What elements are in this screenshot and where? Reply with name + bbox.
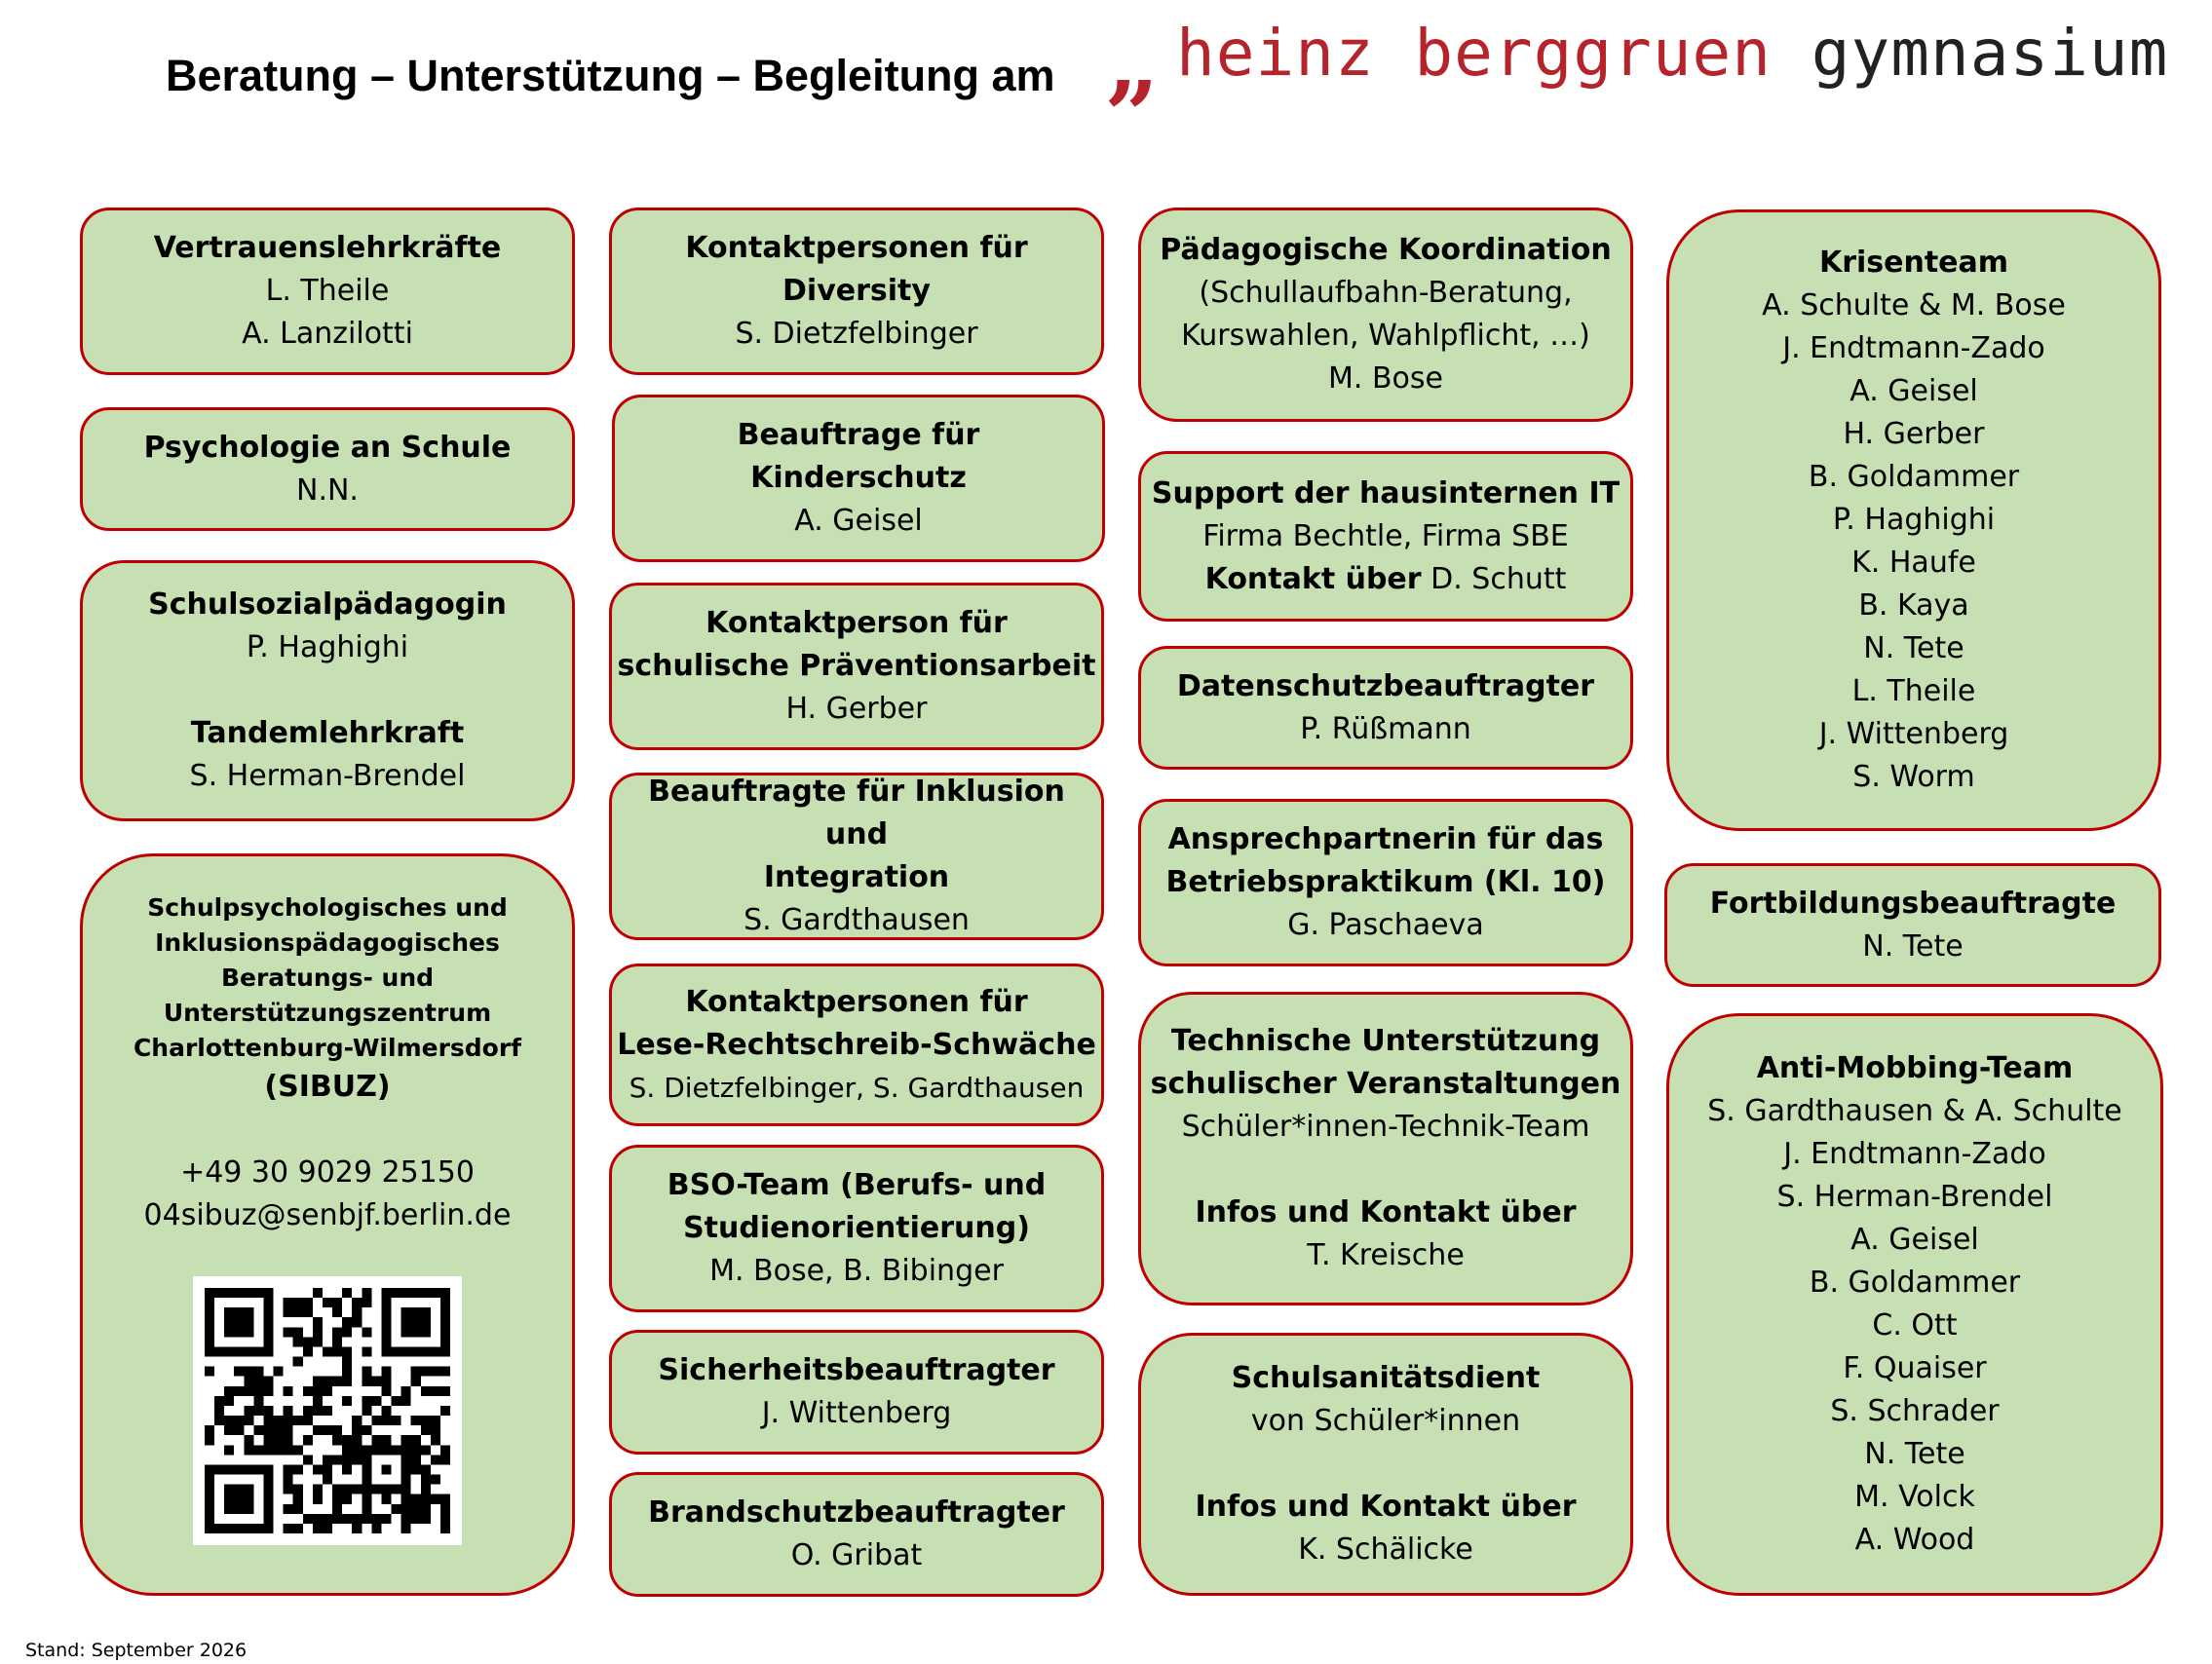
box-fortbildung: Fortbildungsbeauftragte N. Tete: [1664, 863, 2161, 987]
box-diversity: Kontaktpersonen für Diversity S. Dietzfelbinger: [609, 208, 1104, 375]
stand-date: Stand: September 2026: [25, 1640, 248, 1661]
logo-wordmark: heinz berggruen gymnasium: [1176, 16, 2169, 91]
box-praevention: Kontaktperson für schulische Präventionsarbeit H. Gerber: [609, 583, 1104, 750]
qr-code[interactable]: [193, 1276, 462, 1545]
box-it-support: Support der hausinternen IT Firma Bechtle, Firma SBE Kontakt über D. Schutt: [1138, 451, 1633, 622]
box-schulsanitaetsdienst: Schulsanitätsdient von Schüler*innen Infos und Kontakt über K. Schälicke: [1138, 1333, 1633, 1596]
box-technik: Technische Unterstützung schulischer Veranstaltungen Schüler*innen-Technik-Team Infos und Kontakt über T. Kreische: [1138, 992, 1633, 1305]
box-anti-mobbing: Anti-Mobbing-Team S. Gardthausen & A. Schulte J. Endtmann-Zado S. Herman-Brendel A. Geisel B. Goldammer C. Ott F. Quaiser S. Schrader N. Tete M. Volck A. Wood: [1666, 1013, 2163, 1596]
box-sibuz: Schulpsychologisches und Inklusionspädagogisches Beratungs- und Unterstützungszentrum Charlottenburg-Wilmersdorf (SIBUZ) +49 30 9029 25150 04sibuz@senbjf.berlin.de: [80, 853, 575, 1596]
logo-quote-mark: „: [1106, 7, 1161, 117]
page-title: Beratung – Unterstützung – Begleitung am: [166, 51, 1055, 100]
box-schulsozialpaedagogin: Schulsozialpädagogin P. Haghighi Tandemlehrkraft S. Herman-Brendel: [80, 560, 575, 821]
box-betriebspraktikum: Ansprechpartnerin für das Betriebspraktikum (Kl. 10) G. Paschaeva: [1138, 799, 1633, 966]
box-sicherheit: Sicherheitsbeauftragter J. Wittenberg: [609, 1330, 1104, 1455]
box-bso: BSO-Team (Berufs- und Studienorientierung) M. Bose, B. Bibinger: [609, 1145, 1104, 1312]
box-brandschutz: Brandschutzbeauftragter O. Gribat: [609, 1472, 1104, 1597]
box-paedagogische-koordination: Pädagogische Koordination (Schullaufbahn-Beratung, Kurswahlen, Wahlpflicht, …) M. Bose: [1138, 208, 1633, 422]
box-krisenteam: Krisenteam A. Schulte & M. Bose J. Endtmann-Zado A. Geisel H. Gerber B. Goldammer P. Haghighi K. Haufe B. Kaya N. Tete L. Theile J. Wittenberg S. Worm: [1666, 209, 2161, 831]
box-psychologie: Psychologie an Schule N.N.: [80, 407, 575, 531]
box-datenschutz: Datenschutzbeauftragter P. Rüßmann: [1138, 646, 1633, 770]
box-inklusion: Beauftragte für Inklusion und Integration S. Gardthausen: [609, 773, 1104, 940]
box-lrs: Kontaktpersonen für Lese-Rechtschreib-Schwäche S. Dietzfelbinger, S. Gardthausen: [609, 964, 1104, 1126]
box-kinderschutz: Beauftrage für Kinderschutz A. Geisel: [612, 395, 1105, 562]
sibuz-email[interactable]: 04sibuz@senbjf.berlin.de: [143, 1198, 512, 1232]
box-vertrauenslehrkraefte: Vertrauenslehrkräfte L. Theile A. Lanzilotti: [80, 208, 575, 375]
sibuz-phone[interactable]: +49 30 9029 25150: [180, 1155, 475, 1190]
